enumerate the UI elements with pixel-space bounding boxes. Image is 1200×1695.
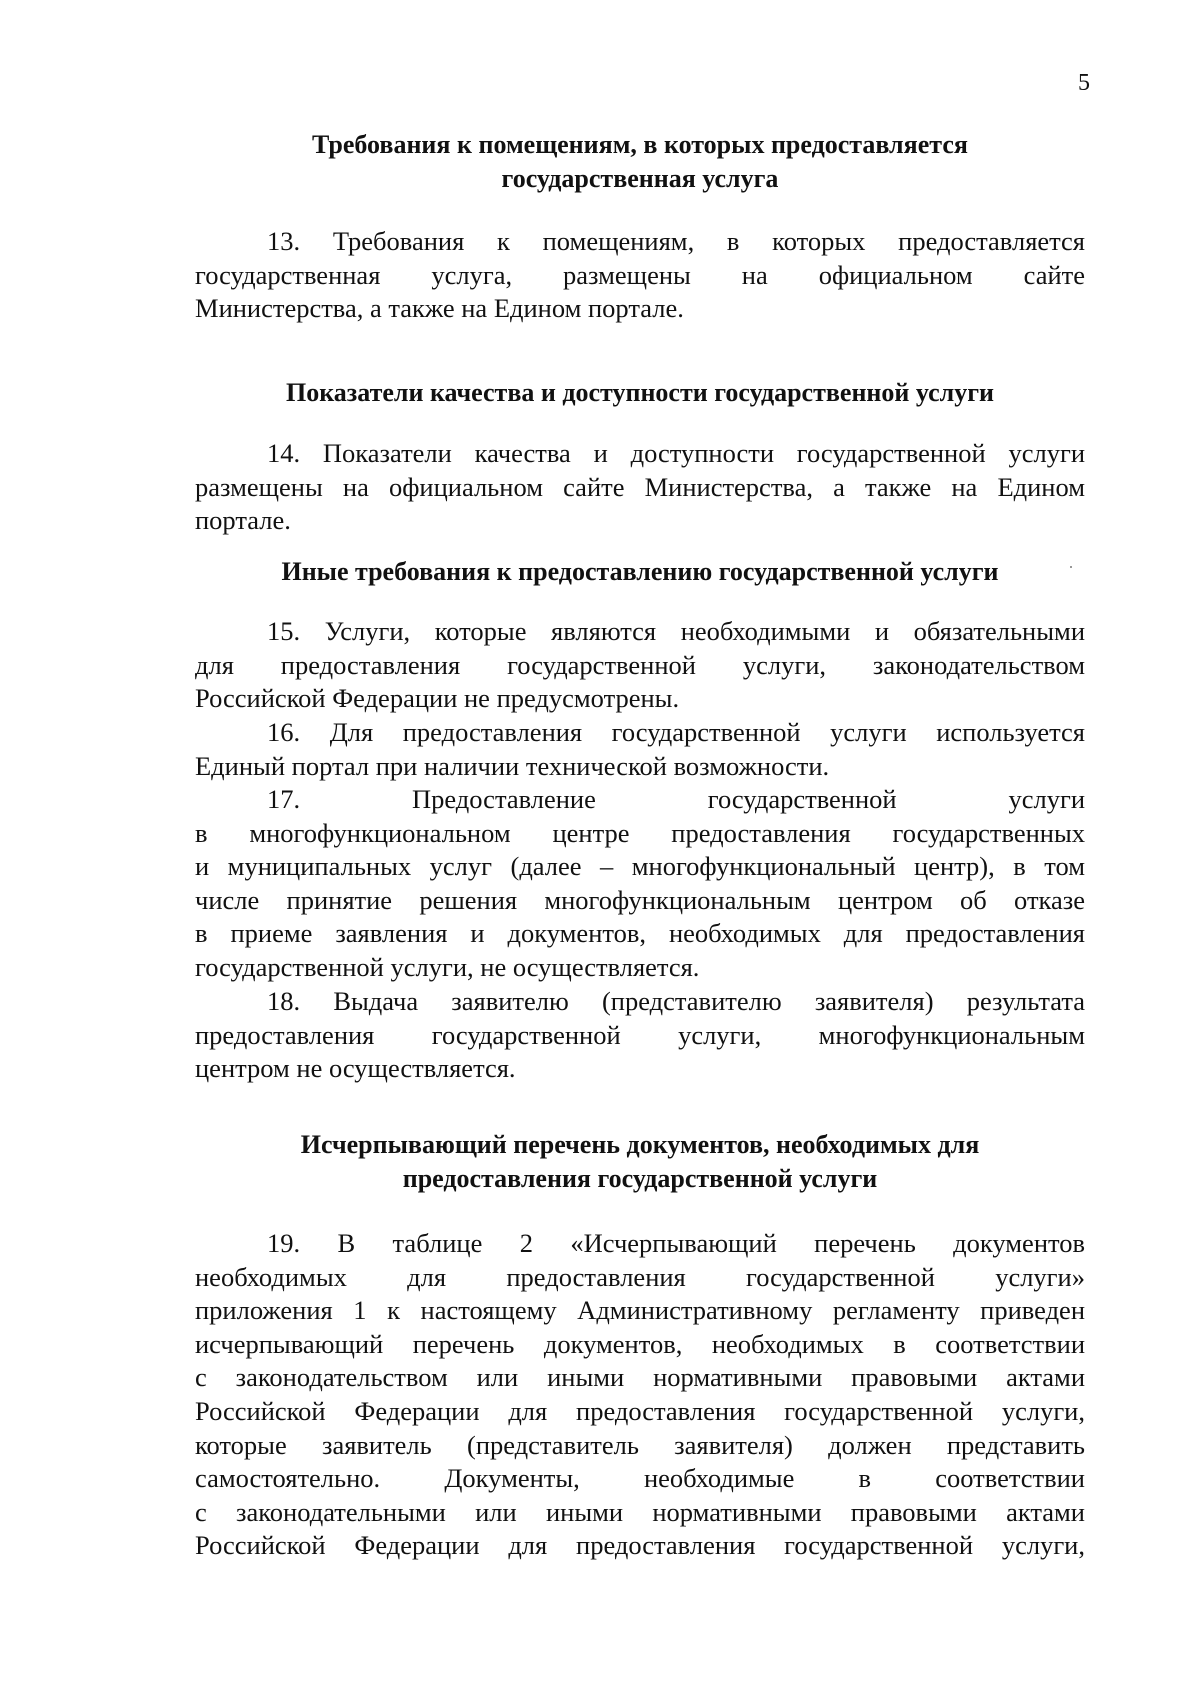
section-heading-other-requirements (195, 555, 1085, 589)
paragraph-18 (195, 985, 1085, 1086)
paragraph-line: с законодательством или иными нормативными правовыми актами (195, 1362, 1085, 1393)
paragraph-line: государственной услуги, не осуществляется. (195, 951, 700, 982)
paragraph-line: и муниципальных услуг (далее – многофункциональный центр), в том (195, 851, 1085, 882)
heading-line: предоставления государственной услуги (402, 1164, 878, 1193)
paragraph-line: Российской Федерации не предусмотрены. (195, 683, 680, 714)
paragraph-line: с законодательными или иными нормативными правовыми актами (195, 1496, 1085, 1527)
paragraph-line: предоставления государственной услуги, многофункциональным (195, 1019, 1085, 1050)
page-number: 5 (1078, 70, 1090, 96)
heading-line: Показатели качества и доступности государственной услуги (285, 378, 995, 407)
paragraph-line: исчерпывающий перечень документов, необходимых в соответствии (195, 1328, 1085, 1359)
paragraph-line: 14. Показатели качества и доступности государственной услуги (267, 438, 1085, 468)
paragraph-line: 13. Требования к помещениям, в которых предоставляется (267, 226, 1085, 256)
paragraph-16 (195, 716, 1085, 783)
paragraph-line: для предоставления государственной услуги, законодательством (195, 649, 1085, 680)
paragraph-line: 19. В таблице 2 «Исчерпывающий перечень документов (267, 1228, 1085, 1258)
paragraph-line: размещены на официальном сайте Министерства, а также на Едином (195, 471, 1085, 502)
paragraph-15 (195, 615, 1085, 716)
heading-line: Требования к помещениям, в которых предоставляется (312, 130, 968, 159)
section-heading-quality (195, 376, 1085, 410)
section-heading-documents-list (195, 1128, 1085, 1196)
paragraph-line: портале. (195, 505, 291, 536)
paragraph-17 (195, 783, 1085, 985)
paragraph-line: которые заявитель (представитель заявителя) должен представить (195, 1429, 1085, 1460)
paragraph-19 (195, 1227, 1085, 1563)
heading-line: Иные требования к предоставлению государственной услуги (281, 557, 999, 586)
paragraph-line: числе принятие решения многофункциональным центром об отказе (195, 884, 1085, 915)
paragraph-line: Российской Федерации для предоставления государственной услуги, (195, 1395, 1085, 1426)
paragraph-line: Российской Федерации для предоставления государственной услуги, (195, 1530, 1085, 1561)
section-heading-premises (195, 128, 1085, 196)
heading-line: Исчерпывающий перечень документов, необходимых для (300, 1130, 980, 1159)
paragraph-line: в приеме заявления и документов, необходимых для предоставления (195, 918, 1085, 949)
paragraph-line: Единый портал при наличии технической возможности. (195, 750, 830, 781)
paragraph-line: самостоятельно. Документы, необходимые в соответствии (195, 1463, 1085, 1494)
paragraph-line: Министерства, а также на Едином портале. (195, 293, 684, 324)
paragraph-line: центром не осуществляется. (195, 1053, 516, 1084)
paragraph-14 (195, 437, 1085, 538)
paragraph-line: государственная услуга, размещены на официальном сайте (195, 259, 1085, 290)
paragraph-line: приложения 1 к настоящему Административному регламенту приведен (195, 1295, 1085, 1326)
paragraph-13 (195, 225, 1085, 326)
paragraph-line: необходимых для предоставления государственной услуги» (195, 1261, 1085, 1292)
paragraph-line: 15. Услуги, которые являются необходимыми и обязательными (267, 616, 1085, 646)
heading-line: государственная услуга (501, 164, 779, 193)
paragraph-line: 18. Выдача заявителю (представителю заявителя) результата (267, 986, 1085, 1016)
paragraph-line: 17. Предоставление государственной услуги (267, 784, 1085, 814)
paragraph-line: в многофункциональном центре предоставления государственных (195, 817, 1085, 848)
paragraph-line: 16. Для предоставления государственной услуги используется (267, 717, 1085, 747)
